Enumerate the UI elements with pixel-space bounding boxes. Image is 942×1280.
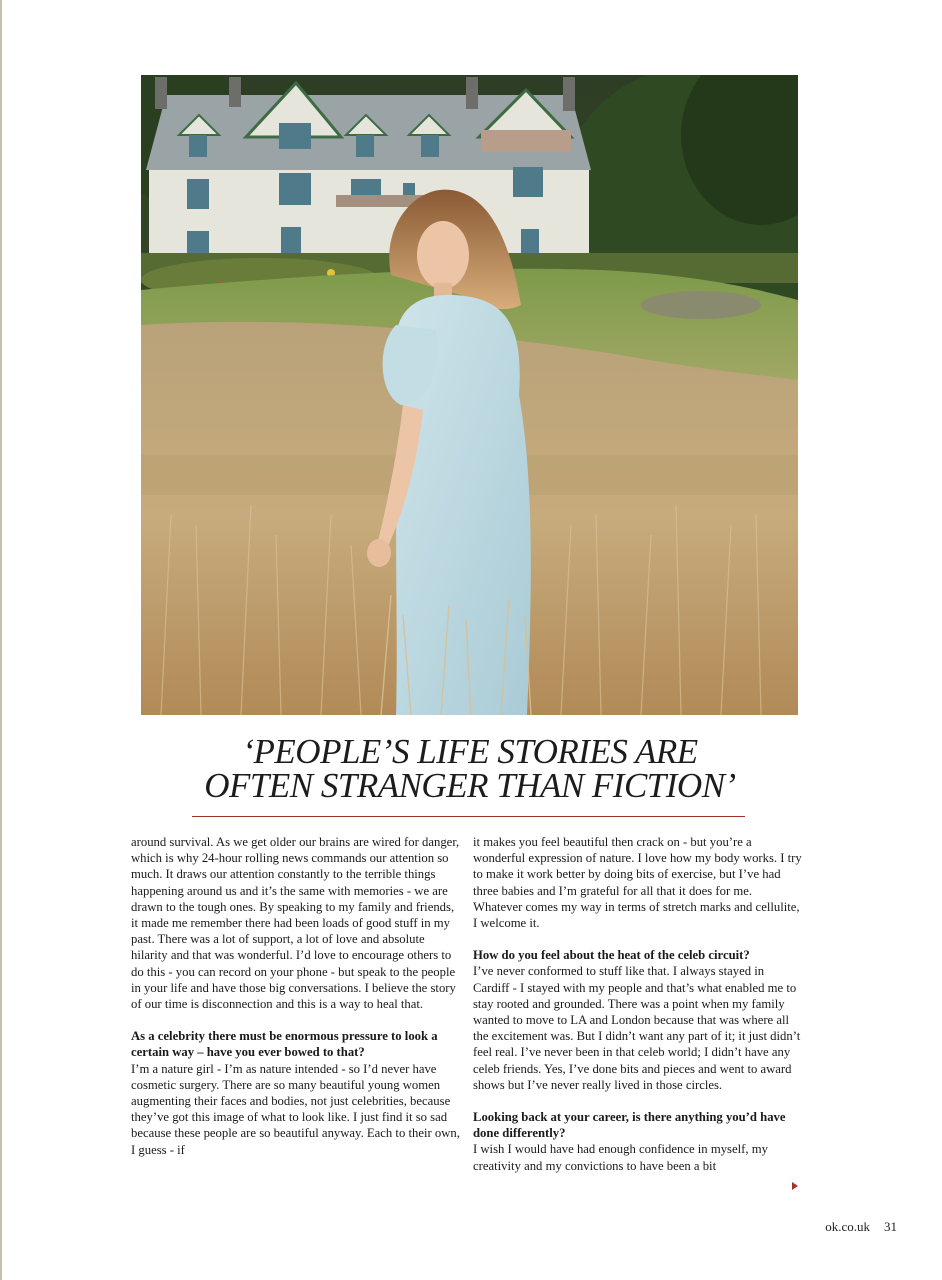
pull-quote-headline	[120, 732, 820, 805]
interview-question: Looking back at your career, is there anything you’d have done differently?	[473, 1110, 786, 1141]
interview-answer: I wish I would have had enough confidence in myself, my creativity and my convictions to have been a bit	[473, 1142, 768, 1173]
headline-line-1: ‘PEOPLE’S LIFE STORIES ARE	[242, 732, 698, 771]
paragraph-gap	[473, 931, 803, 947]
paragraph: around survival. As we get older our brains are wired for danger, which is why 24-hour rolling news commands our attention so much. It draws our attention constantly to the terrible things happening around us and it’s the same with memories - we are drawn to the tough ones. By speaking to my family and friends, it made me remember there had been loads of good stuff in my past. There was a lot of support, a lot of love and absolute hilarity and that was wonderful. I’d love to encourage others to do this - you can record on your phone - but speak to the people in your life and have those big conversations. I believe the story of our time is disconnection and this is a way to heal that.	[131, 835, 460, 1012]
interview-question: As a celebrity there must be enormous pressure to look a certain way – have you ever bowed to that?	[131, 1029, 438, 1060]
page-edge	[0, 0, 2, 1280]
page-footer	[825, 1219, 897, 1235]
paragraph-gap	[131, 1012, 461, 1028]
headline-divider	[192, 816, 745, 817]
interview-question: How do you feel about the heat of the celeb circuit?	[473, 948, 750, 963]
interview-answer: I’m a nature girl - I’m as nature intended - so I’d never have cosmetic surgery. There are so many beautiful young women augmenting their faces and bodies, not just celebrities, because they’ve got this image of what to look like. I just find it so sad because these people are so beautiful anyway. Each to their own, I guess - if	[131, 1061, 460, 1157]
site-url: ok.co.uk	[825, 1219, 870, 1234]
paragraph: it makes you feel beautiful then crack on - but you’re a wonderful expression of nature. I love how my body works. I try to make it work better by doing bits of exercise, but I’ve had three babies and I’m grateful for all that it does for me. Whatever comes my way in terms of stretch marks and cellulite, I welcome it.	[473, 835, 802, 931]
continued-arrow-icon	[792, 1182, 798, 1190]
paragraph-gap	[473, 1093, 803, 1109]
headline-line-2: OFTEN STRANGER THAN FICTION’	[204, 766, 736, 805]
article-column-right	[473, 834, 803, 1174]
interview-answer: I’ve never conformed to stuff like that. I always stayed in Cardiff - I stayed with my people and that’s what enabled me to stay rooted and grounded. There was a point when my family wanted to move to LA and London because that was where all the excitement was. But I didn’t want any part of it; it just didn’t feel real. I’ve never been in that celeb world; I didn’t have any celeb friends. Yes, I’ve done bits and pieces and went to award shows but I’ve never really lived in those circles.	[473, 964, 801, 1092]
article-column-left	[131, 834, 461, 1158]
page-number: 31	[884, 1219, 897, 1234]
feature-photo	[141, 75, 798, 715]
